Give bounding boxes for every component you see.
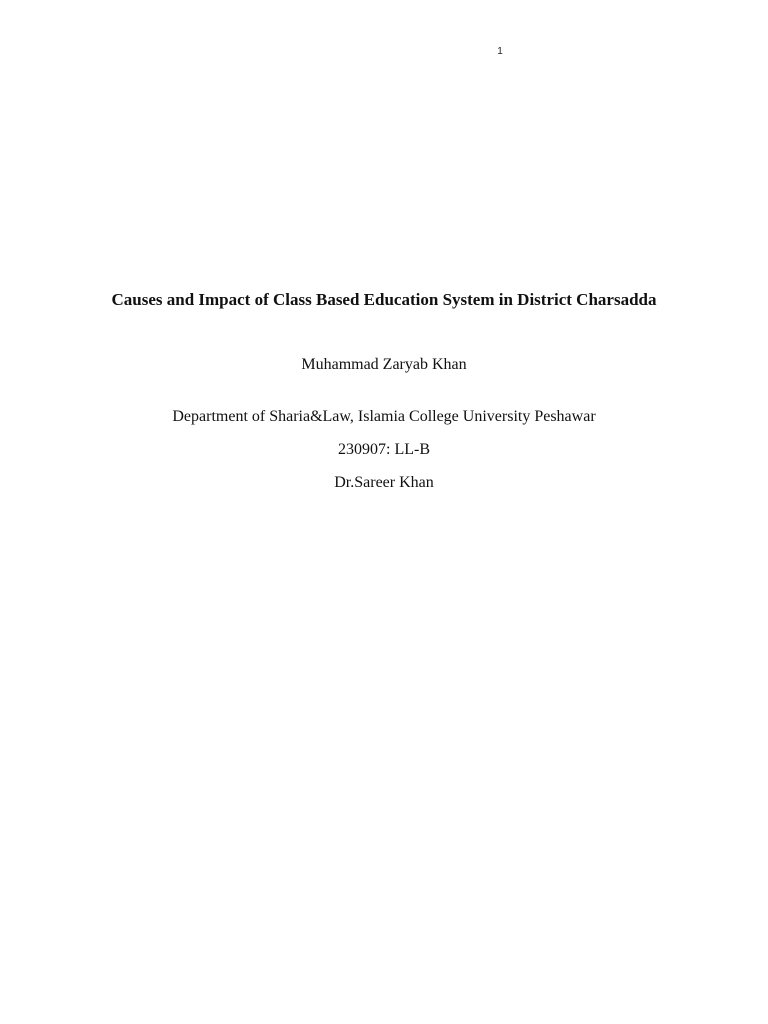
paper-title: Causes and Impact of Class Based Education System in District Charsadda <box>111 290 657 309</box>
page-number: 1 <box>497 46 503 57</box>
author-affiliation: Department of Sharia&Law, Islamia College University Peshawar <box>172 408 596 425</box>
author-name: Muhammad Zaryab Khan <box>301 356 467 373</box>
course-number: 230907: LL-B <box>338 441 430 458</box>
instructor-name: Dr.Sareer Khan <box>334 474 434 491</box>
